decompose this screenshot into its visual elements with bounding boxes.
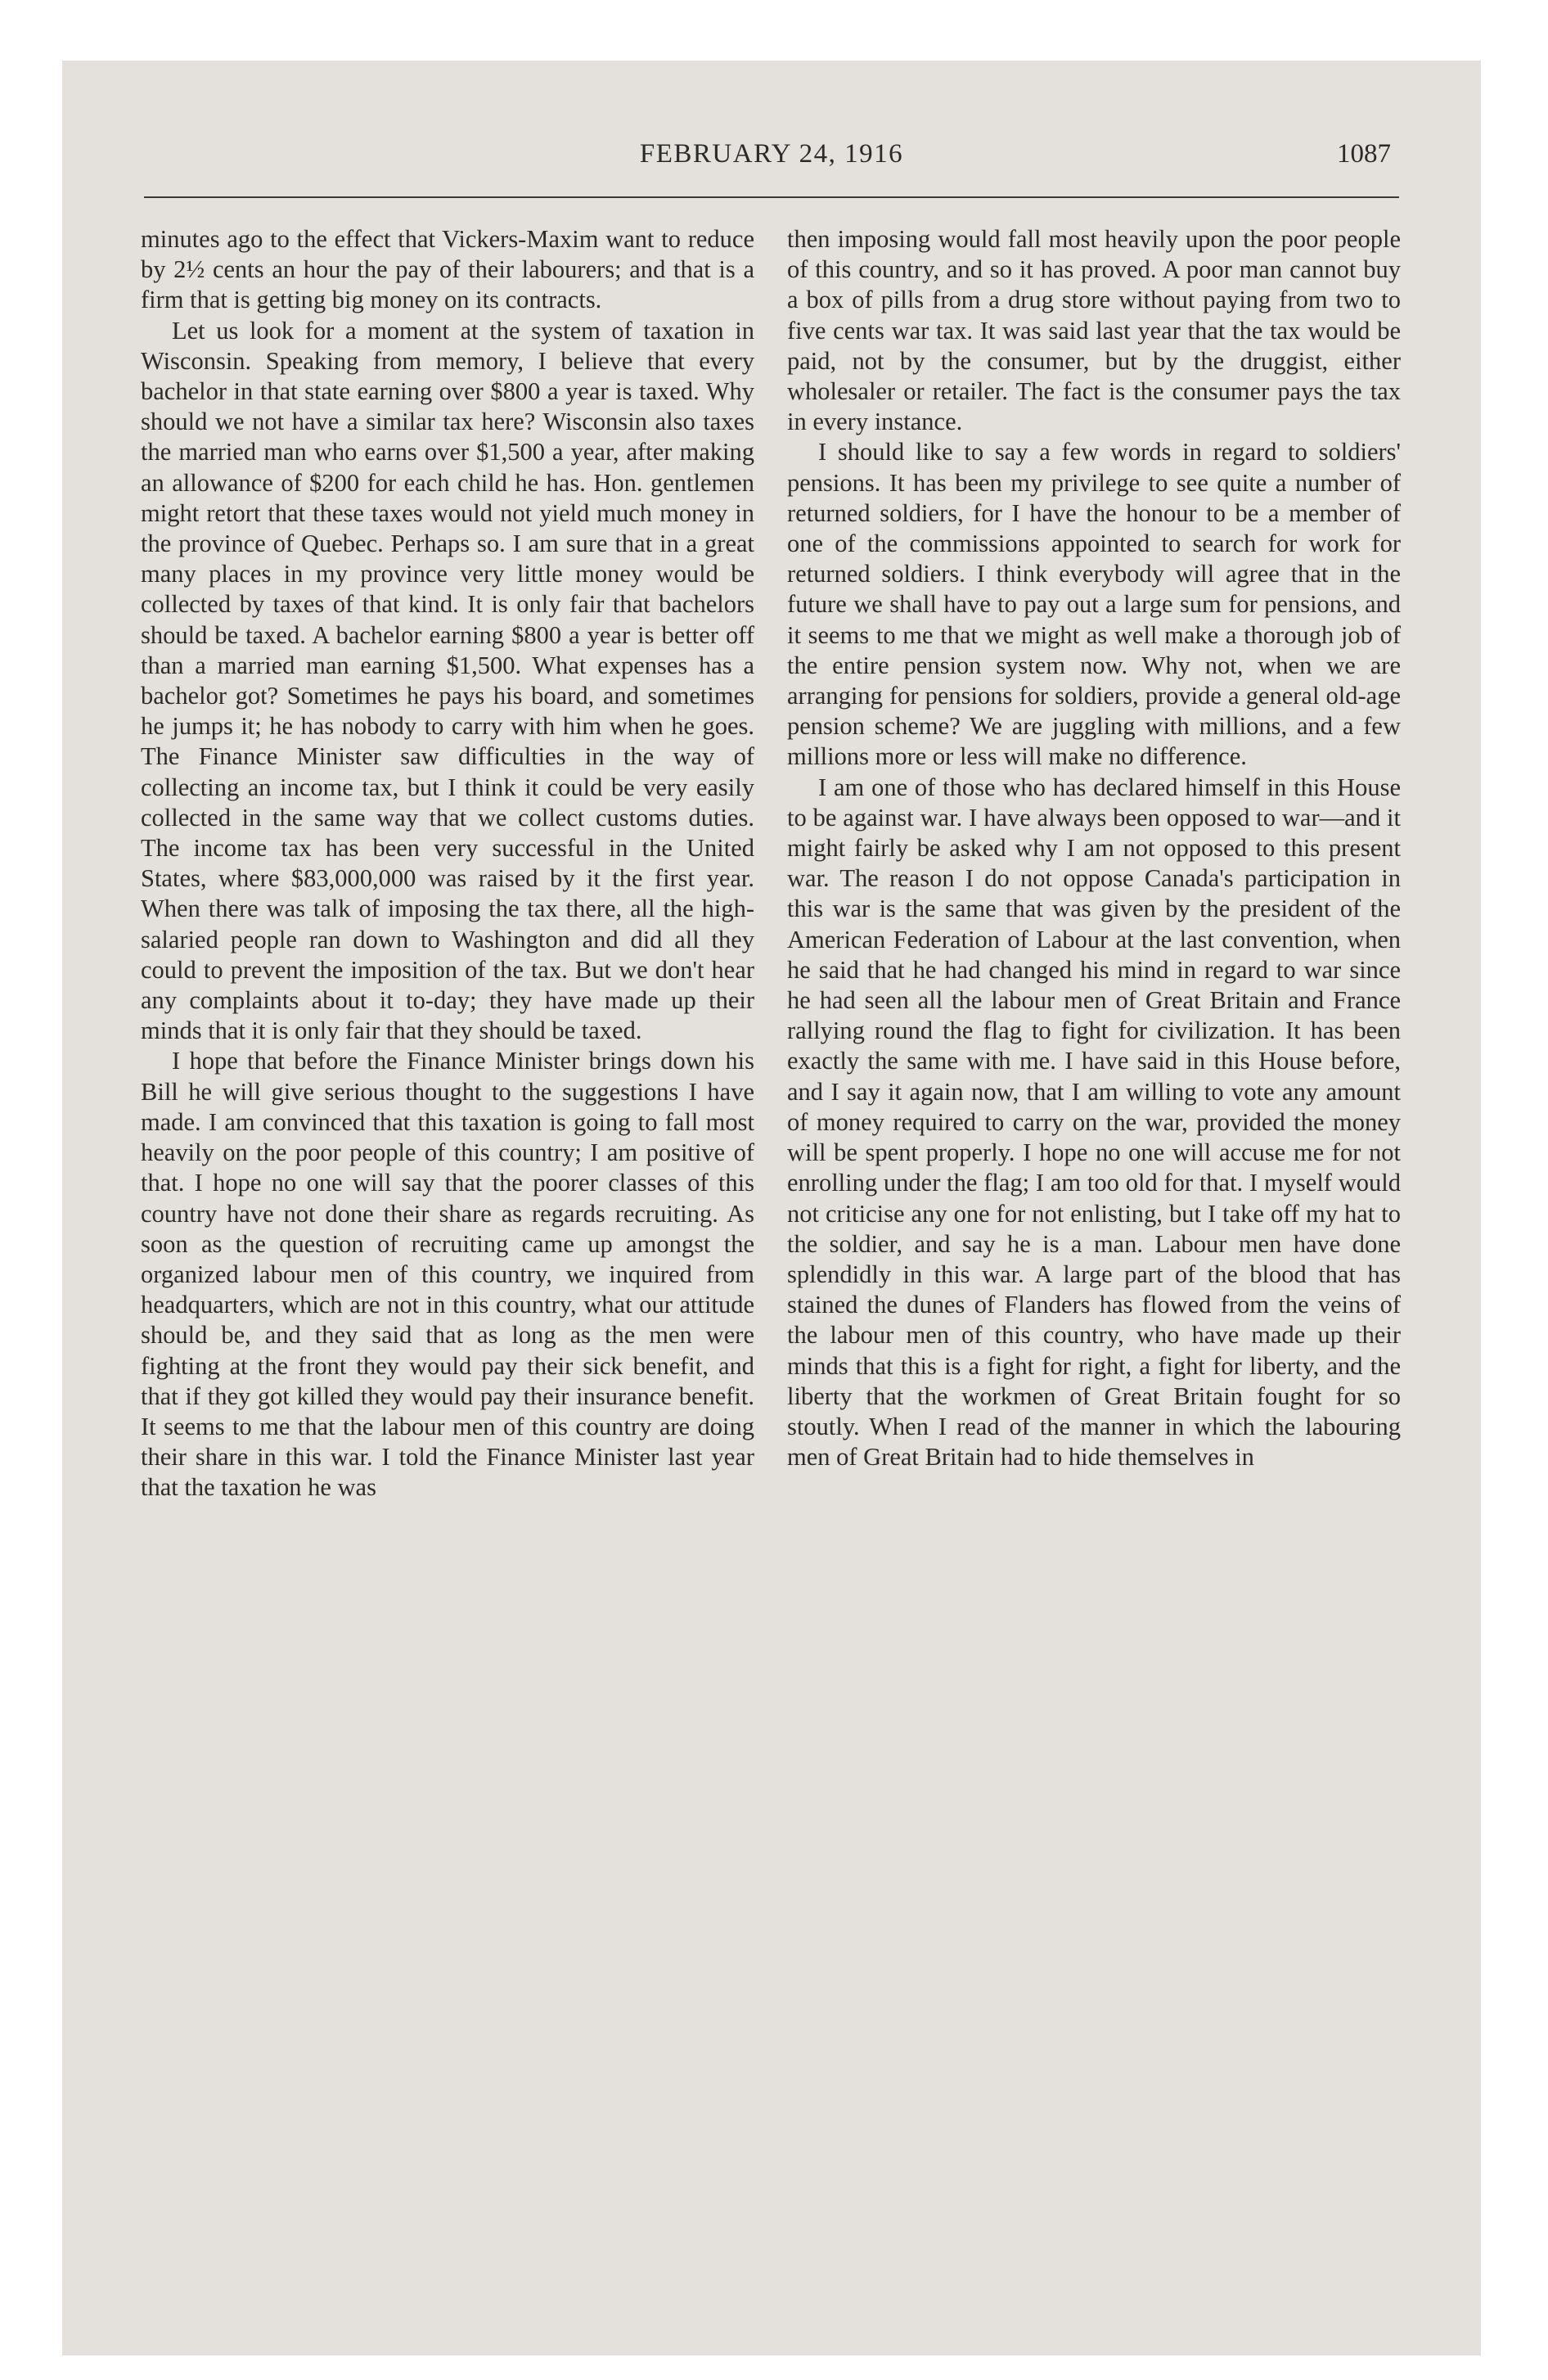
right-column — [787, 224, 1401, 1472]
paragraph: Let us look for a moment at the system of taxation in Wisconsin. Speaking from memory, I believe that every bachelor in that state earning over $800 a year is taxed. Why should we not have a similar tax here? Wisconsin also taxes the married man who earns over $1,500 a year, after making an allowance of $200 for each child he has. Hon. gentlemen might retort that these taxes would not yield much money in the province of Quebec. Perhaps so. I am sure that in a great many places in my province very little money would be collected by taxes of that kind. It is only fair that bachelors should be taxed. A bachelor earning $800 a year is better off than a married man earning $1,500. What expenses has a bachelor got? Sometimes he pays his board, and sometimes he jumps it; he has nobody to carry with him when he goes. The Finance Minister saw difficulties in the way of collecting an income tax, but I think it could be very easily collected in the same way that we collect customs duties. The income tax has been very successful in the United States, where $83,000,000 was raised by it the first year. When there was talk of imposing the tax there, all the high-salaried people ran down to Washington and did all they could to prevent the imposition of the tax. But we don't hear any complaints about it to-day; they have made up their minds that it is only fair that they should be taxed. — [141, 316, 754, 1045]
paragraph: I should like to say a few words in regard to soldiers' pensions. It has been my privilege to see quite a number of returned soldiers, for I have the honour to be a member of one of the commissions appointed to search for work for returned soldiers. I think everybody will agree that in the future we shall have to pay out a large sum for pensions, and it seems to me that we might as well make a thorough job of the entire pension system now. Why not, when we are arranging for pensions for soldiers, provide a general old-age pension scheme? We are juggling with millions, and a few millions more or less will make no difference. — [787, 438, 1401, 771]
page — [62, 61, 1481, 2355]
page-date: FEBRUARY 24, 1916 — [639, 139, 904, 169]
paragraph: minutes ago to the effect that Vickers-Maxim want to reduce by 2½ cents an hour the pay of their labourers; and that is a firm that is getting big money on its contracts. — [141, 225, 754, 314]
paragraph: then imposing would fall most heavily upon the poor people of this country, and so it has proved. A poor man cannot buy a box of pills from a drug store without paying from two to five cents war tax. It was said last year that the tax would be paid, not by the consumer, but by the druggist, either wholesaler or retailer. The fact is the consumer pays the tax in every instance. — [787, 225, 1401, 436]
page-header — [144, 139, 1399, 180]
header-rule — [144, 196, 1399, 198]
page-number: 1087 — [1337, 139, 1391, 169]
paragraph: I hope that before the Finance Minister brings down his Bill he will give serious thought to the suggestions I have made. I am convinced that this taxation is going to fall most heavily on the poor people of this country; I am positive of that. I hope no one will say that the poorer classes of this country have not done their share as regards recruiting. As soon as the question of recruiting came up amongst the organized labour men of this country, we inquired from headquarters, which are not in this country, what our attitude should be, and they said that as long as the men were fighting at the front they would pay their sick benefit, and that if they got killed they would pay their insurance benefit. It seems to me that the labour men of this country are doing their share in this war. I told the Finance Minister last year that the taxation he was — [141, 1047, 754, 1502]
left-column — [141, 224, 754, 1503]
paragraph: I am one of those who has declared himself in this House to be against war. I have always been opposed to war—and it might fairly be asked why I am not opposed to this present war. The reason I do not oppose Canada's participation in this war is the same that was given by the president of the American Federation of Labour at the last convention, when he said that he had changed his mind in regard to war since he had seen all the labour men of Great Britain and France rallying round the flag to fight for civilization. It has been exactly the same with me. I have said in this House before, and I say it again now, that I am willing to vote any amount of money required to carry on the war, provided the money will be spent properly. I hope no one will accuse me for not enrolling under the flag; I am too old for that. I myself would not criticise any one for not enlisting, but I take off my hat to the soldier, and say he is a man. Labour men have done splendidly in this war. A large part of the blood that has stained the dunes of Flanders has flowed from the veins of the labour men of this country, who have made up their minds that this is a fight for right, a fight for liberty, and the liberty that the workmen of Great Britain fought for so stoutly. When I read of the manner in which the labouring men of Great Britain had to hide themselves in — [787, 773, 1401, 1472]
